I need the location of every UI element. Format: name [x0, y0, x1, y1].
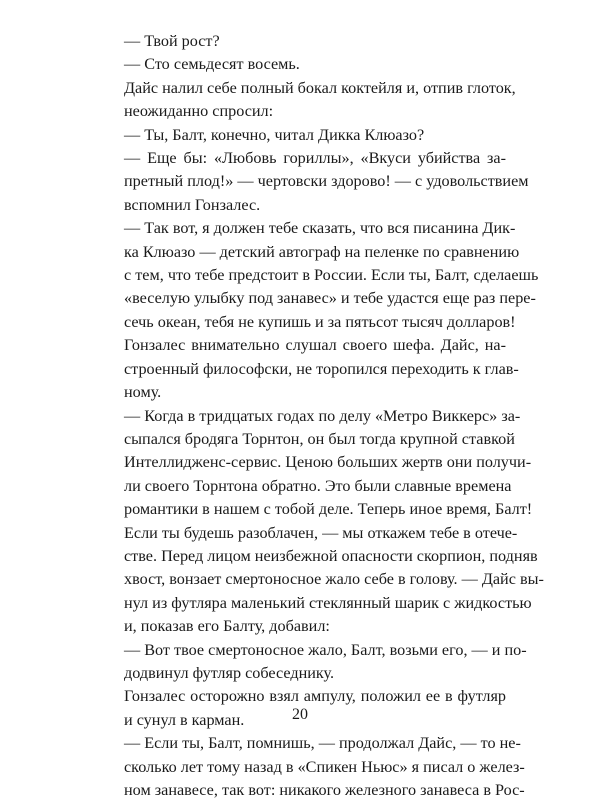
text-line: ному. [124, 383, 162, 402]
text-line: с тем, что тебе предстоит в России. Если ты, Балт, сделаешь [124, 266, 539, 285]
text-line: Гонзалес внимательно слушал своего шефа. Дайс, на- [124, 336, 506, 355]
text-line: и, показав его Балту, добавил: [124, 617, 330, 636]
paragraph [104, 147, 529, 217]
text-line: претный плод!» — чертовски здорово! — с удовольствием [124, 172, 529, 191]
paragraph [104, 53, 506, 76]
text-line: ка Клюазо — детский автограф на пеленке по сравнению [124, 242, 520, 261]
text-line: Если ты будешь разоблачен, — мы откажем тебе в отече- [124, 523, 518, 542]
text-line: хвост, вонзает смертоносное жало себе в голову. — Дайс вы- [124, 570, 544, 589]
paragraph [104, 334, 519, 404]
text-line: додвинул футляр собеседнику. [124, 663, 335, 682]
text-line: сечь океан, тебя не купишь и за пятьсот тысяч долларов! [124, 312, 516, 331]
text-line: стве. Перед лицом неизбежной опасности скорпион, подняв [124, 546, 538, 565]
paragraph [104, 30, 506, 53]
text-line: — Твой рост? [124, 32, 220, 50]
text-line: Интеллидженс-сервис. Ценою больших жертв они получи- [124, 453, 532, 472]
text-line: Дайс налил себе полный бокал коктейля и, отпив глоток, [124, 78, 516, 97]
text-line: — Когда в тридцатых годах по делу «Метро Виккерс» за- [124, 406, 521, 425]
text-line: Гонзалес осторожно взял ампулу, положил ее в футляр [124, 687, 506, 706]
text-line: сколько лет тому назад в «Спикен Ньюс» я писал о желез- [124, 757, 525, 776]
text-line: неожиданно спросил: [124, 102, 274, 121]
paragraph [104, 77, 516, 124]
paragraph [104, 732, 525, 802]
paragraph [104, 405, 544, 639]
paragraph [104, 217, 539, 334]
text-line: «веселую улыбку под занавес» и тебе удастся еще раз пере- [124, 289, 536, 308]
text-line: — Ты, Балт, конечно, читал Дикка Клюазо? [124, 125, 425, 144]
book-page [104, 30, 544, 802]
text-line: строенный философски, не торопился переходить к глав- [124, 359, 519, 378]
text-line: — Если ты, Балт, помнишь, — продолжал Дайс, — то не- [124, 734, 521, 753]
text-line: сыпался бродяга Торнтон, он был тогда крупной ставкой [124, 429, 515, 448]
paragraph [104, 124, 506, 147]
text-line: ли своего Торнтона обратно. Это были славные времена [124, 476, 512, 495]
text-line: — Еще бы: «Любовь гориллы», «Вкуси убийства за- [124, 149, 506, 168]
text-line: — Вот твое смертоносное жало, Балт, возьми его, — и по- [124, 640, 527, 659]
text-line: и сунул в карман. [124, 710, 245, 729]
text-line: романтики в нашем с тобой деле. Теперь иное время, Балт! [124, 500, 533, 519]
page-number: 20 [292, 706, 308, 723]
text-line: — Сто семьдесят восемь. [124, 55, 300, 74]
text-line: — Так вот, я должен тебе сказать, что вся писанина Дик- [124, 219, 516, 238]
text-line: вспомнил Гонзалес. [124, 195, 261, 214]
paragraph [104, 639, 527, 686]
text-line: ном занавесе, так вот: никакого железного занавеса в Рос- [124, 781, 525, 799]
text-line: нул из футляра маленький стеклянный шарик с жидкостью [124, 593, 532, 612]
